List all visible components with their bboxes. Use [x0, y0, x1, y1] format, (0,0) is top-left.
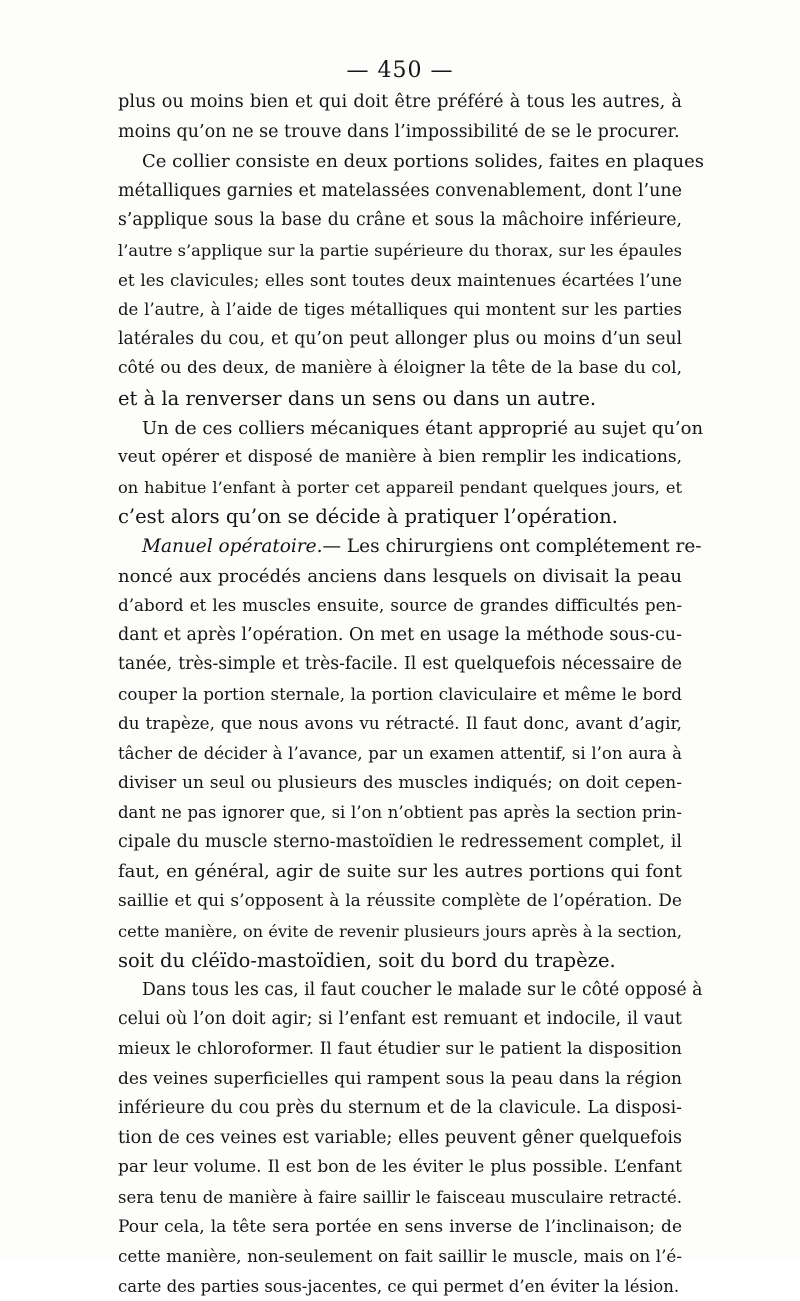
text-line: [118, 1153, 682, 1183]
text-line: [118, 147, 705, 177]
text-line: [118, 354, 682, 384]
text-line: [118, 177, 682, 207]
text-line-content: carte des parties sous-jacentes, ce qui permet d’en éviter la lésion.: [118, 1276, 680, 1296]
text-line: [118, 384, 682, 414]
text-line: [118, 976, 703, 1006]
text-line-content: moins qu’on ne se trouve dans l’impossibilité de se le procurer.: [118, 121, 680, 142]
text-line-content: d’abord et les muscles ensuite, source de grandes difficultés pen-: [118, 595, 682, 616]
text-line: [118, 857, 682, 887]
text-line-content: tanée, très-simple et très-facile. Il est quelquefois nécessaire de: [118, 654, 682, 675]
text-line-content: côté ou des deux, de manière à éloigner la tête de la base du col,: [118, 358, 682, 379]
text-line-content: Ce collier consiste en deux portions solides, faites en plaques: [142, 151, 705, 173]
text-line-content: on habitue l’enfant à porter cet appareil pendant quelques jours, et: [118, 477, 682, 497]
text-line: [118, 798, 682, 828]
text-line-content: Un de ces colliers mécaniques étant approprié au sujet qu’on: [142, 417, 704, 439]
text-line-content: s’applique sous la base du crâne et sous la mâchoire inférieure,: [118, 210, 682, 231]
text-line-content: l’autre s’applique sur la partie supérieure du thorax, sur les épaules: [118, 240, 682, 260]
text-line: [118, 1124, 682, 1154]
text-line-content: c’est alors qu’on se décide à pratiquer l’opération.: [118, 505, 618, 529]
text-line-content: celui où l’on doit agir; si l’enfant est remuant et indocile, il vaut: [118, 1009, 682, 1030]
text-line-content: par leur volume. Il est bon de les éviter le plus possible. L’enfant: [118, 1157, 682, 1178]
text-line-content: saillie et qui s’opposent à la réussite complète de l’opération. De: [118, 891, 682, 912]
text-line: [118, 828, 682, 858]
text-line: [118, 118, 682, 148]
text-line-content: du trapèze, que nous avons vu rétracté. Il faut donc, avant d’agir,: [118, 713, 682, 734]
text-line-content: tion de ces veines est variable; elles peuvent gêner quelquefois: [118, 1127, 682, 1148]
text-line-content: et les clavicules; elles sont toutes deux maintenues écartées l’une: [118, 269, 682, 290]
text-line: [118, 206, 682, 236]
text-line-content: dant ne pas ignorer que, si l’on n’obtient pas après la section prin-: [118, 803, 682, 823]
text-line: [118, 1005, 682, 1035]
text-line-content: cipale du muscle sterno-mastoïdien le redressement complet, il: [118, 831, 682, 852]
text-line: [118, 946, 682, 976]
text-line-content: Dans tous les cas, il faut coucher le malade sur le côté opposé à: [142, 979, 703, 1000]
text-line: [118, 88, 682, 118]
text-line: [118, 1213, 682, 1243]
text-line: [118, 473, 682, 503]
text-line-content: cette manière, non-seulement on fait saillir le muscle, mais on l’é-: [118, 1246, 682, 1267]
text-line-content: latérales du cou, et qu’on peut allonger plus ou moins d’un seul: [118, 328, 682, 349]
text-line: [118, 502, 682, 532]
text-line-content: Pour cela, la tête sera portée en sens inverse de l’inclinaison; de: [118, 1216, 682, 1237]
text-line-content: noncé aux procédés anciens dans lesquels on divisait la peau: [118, 565, 682, 587]
text-line-content: plus ou moins bien et qui doit être préféré à tous les autres, à: [118, 92, 682, 112]
text-line-content: mieux le chloroformer. Il faut étudier sur le patient la disposition: [118, 1039, 682, 1059]
text-line-content: des veines superficielles qui rampent sous la peau dans la région: [118, 1068, 682, 1089]
text-line: [118, 325, 682, 355]
text-line: [118, 443, 682, 473]
text-line: [118, 680, 682, 710]
text-line: [118, 621, 682, 651]
text-line: [118, 769, 682, 799]
text-line: [118, 1272, 682, 1301]
text-line: [118, 414, 704, 444]
text-line: [118, 650, 682, 680]
text-line: [118, 887, 682, 917]
text-line-content: inférieure du cou près du sternum et de la clavicule. La disposi-: [118, 1098, 682, 1119]
text-line-content: couper la portion sternale, la portion claviculaire et même le bord: [118, 683, 682, 704]
text-line-content: cette manière, on évite de revenir plusieurs jours après à la section,: [118, 921, 682, 941]
text-line: [118, 1094, 682, 1124]
text-line-content: veut opérer et disposé de manière à bien remplir les indications,: [118, 447, 682, 468]
section-heading-italic: Manuel opératoire.: [142, 535, 323, 557]
text-line: [118, 917, 682, 947]
text-line: [118, 562, 682, 592]
text-line: [118, 295, 682, 325]
text-line-content: — Les chirurgiens ont complétement re-: [322, 535, 702, 557]
text-line-content: sera tenu de manière à faire saillir le faisceau musculaire retracté.: [118, 1187, 682, 1207]
text-line: [118, 739, 682, 769]
text-line-content: faut, en général, agir de suite sur les autres portions qui font: [118, 861, 682, 883]
text-line-content: tâcher de décider à l’avance, par un examen attentif, si l’on aura à: [118, 744, 682, 764]
text-line-content: de l’autre, à l’aide de tiges métalliques qui montent sur les parties: [118, 300, 682, 320]
text-line-content: diviser un seul ou plusieurs des muscles indiqués; on doit cepen-: [118, 772, 682, 793]
text-line: [118, 266, 682, 296]
text-line-content: soit du cléïdo-mastoïdien, soit du bord du trapèze.: [118, 949, 616, 973]
text-line: [118, 591, 682, 621]
text-line: [118, 236, 682, 266]
text-line-content: métalliques garnies et matelassées convenablement, dont l’une: [118, 180, 682, 201]
text-line: [118, 532, 702, 562]
page-number: — 450 —: [346, 58, 454, 83]
text-line: [118, 1065, 682, 1095]
text-line: [118, 709, 682, 739]
body-text: [118, 88, 705, 1301]
text-line-content: et à la renverser dans un sens ou dans un autre.: [118, 386, 597, 410]
text-line-content: dant et après l’opération. On met en usage la méthode sous-cu-: [118, 624, 682, 645]
text-line: [118, 1183, 682, 1213]
text-line: [118, 1035, 682, 1065]
text-line: [118, 1242, 682, 1272]
